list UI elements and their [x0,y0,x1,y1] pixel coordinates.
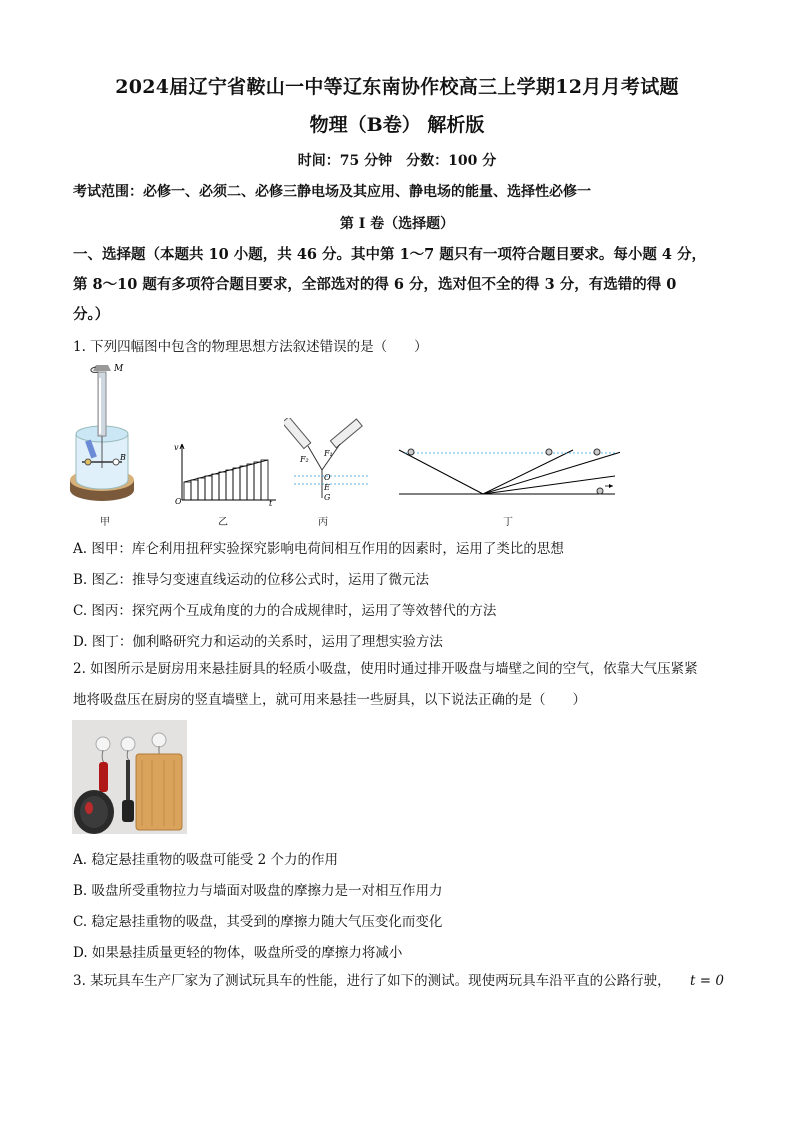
question-2-stem-line-1: 2. 如图所示是厨房用来悬挂厨具的轻质小吸盘，使用时通过排开吸盘与墙壁之间的空气，依靠大气压紧紧 [73,661,698,677]
fig-yi-label-v: v [174,443,179,452]
q1-option-a: A. 图甲：库仑利用扭秤实验探究影响电荷间相互作用的因素时，运用了类比的思想 [73,541,564,557]
q2-option-d: D. 如果悬挂质量更轻的物体，吸盘所受的摩擦力将减小 [73,945,403,961]
question-2-stem-line-2: 地将吸盘压在厨房的竖直墙壁上，就可用来悬挂一些厨具，以下说法正确的是（ ） [73,692,586,708]
instructions-line-2: 第 8～10 题有多项符合题目要求，全部选对的得 6 分，选对但不全的得 3 分，有选错的得 0 [73,276,677,293]
fig-jia-label-M: M [114,364,124,374]
fig-yi-label-O: O [175,497,182,506]
fig-jia-label-B: B [120,453,126,462]
question-3-stem: 3. 某玩具车生产厂家为了测试玩具车的性能，进行了如下的测试。现使两玩具车沿平直的公路行驶， [73,973,671,989]
vt-bars [184,460,268,500]
q2-option-b: B. 吸盘所受重物拉力与墙面对吸盘的摩擦力是一对相互作用力 [73,883,443,899]
section-heading: 第 I 卷（选择题） [339,216,455,232]
figure-bing-force-composition [284,418,374,508]
vt-bar [226,470,233,500]
vt-bar [184,482,191,500]
document-subtitle: 物理（B卷） 解析版 [309,114,485,136]
figure-jia-torsion-balance [66,362,144,512]
vt-bar [247,464,254,500]
figure-ding-ideal-experiment [395,446,620,498]
vt-bar [212,474,219,500]
question-1-stem: 1. 下列四幅图中包含的物理思想方法叙述错误的是（ ） [73,339,428,355]
figure-caption-jia: 甲 [100,517,110,528]
question-3-time-eq: t = 0 [690,973,724,989]
vt-bar [261,460,268,500]
vt-bar [198,478,205,500]
vt-bar [254,462,261,500]
exam-scope: 考试范围：必修一、必须二、必修三静电场及其应用、静电场的能量、选择性必修一 [73,184,591,200]
fig-bing-label-F1: F₁ [324,449,333,458]
q1-option-b: B. 图乙：推导匀变速直线运动的位移公式时，运用了微元法 [73,572,430,588]
fig-bing-label-G: G [324,493,331,502]
q1-option-c: C. 图丙：探究两个互成角度的力的合成规律时，运用了等效替代的方法 [73,603,497,619]
figure-caption-bing: 丙 [318,517,328,528]
fig-yi-label-t: t [269,499,273,506]
fig-bing-label-O: O [324,473,331,482]
vt-bar [205,476,212,500]
document-title: 2024届辽宁省鞍山一中等辽东南协作校高三上学期12月月考试题 [115,76,679,98]
figure-caption-yi: 乙 [218,517,228,528]
q2-option-a: A. 稳定悬挂重物的吸盘可能受 2 个力的作用 [73,852,339,868]
vt-bar [191,480,198,500]
instructions-line-3: 分。） [73,306,110,323]
fig-bing-label-E: E [324,483,330,492]
fig-bing-label-F2: F₂ [300,455,309,464]
q2-option-c: C. 稳定悬挂重物的吸盘，其受到的摩擦力随大气压变化而变化 [73,914,443,930]
figure-caption-ding: 丁 [503,517,513,528]
vt-bar [219,472,226,500]
figure-yi-vt-graph [172,440,278,506]
exam-meta: 时间：75 分钟 分数：100 分 [297,153,497,169]
q1-option-d: D. 图丁：伽利略研究力和运动的关系时，运用了理想实验方法 [73,634,443,650]
vt-bar [233,468,240,500]
vt-bar [240,466,247,500]
suction-cup-hooks-photo [72,720,187,834]
instructions-line-1: 一、选择题（本题共 10 小题，共 46 分。其中第 1～7 题只有一项符合题目要求。每小题 4 分， [73,246,707,263]
